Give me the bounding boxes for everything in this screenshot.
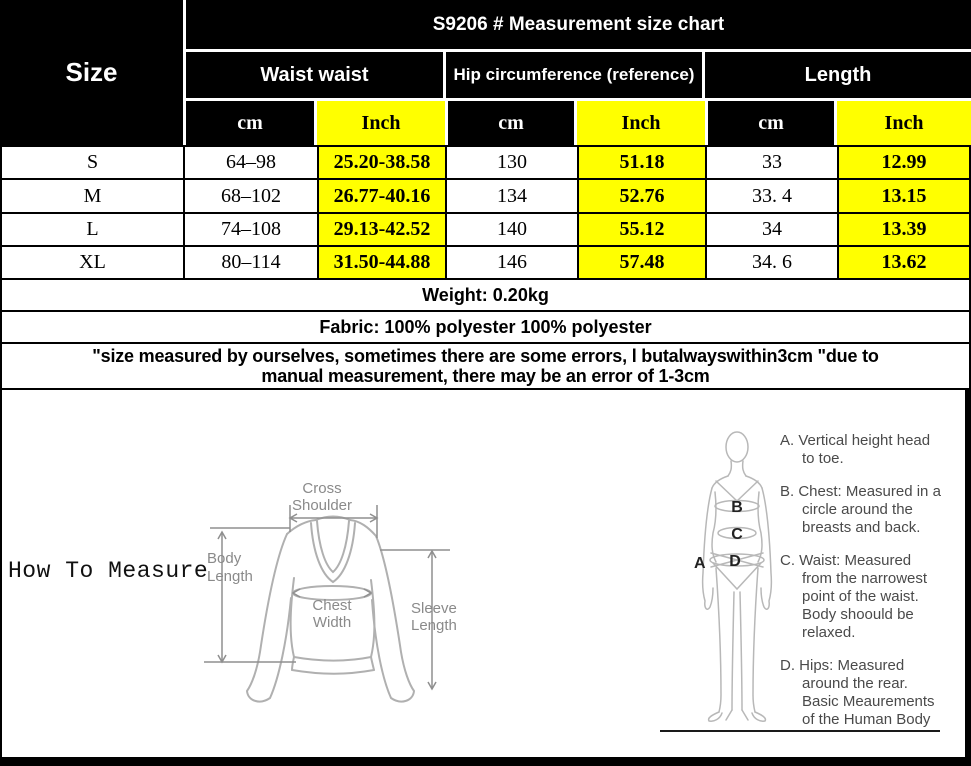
size-column-header: Size <box>0 0 183 145</box>
how-to-measure-section <box>0 390 971 757</box>
unit-header-length-inch: Inch <box>837 101 971 145</box>
weight-row: Weight: 0.20kg <box>2 280 969 310</box>
garment-diagram <box>190 420 475 720</box>
instruction-hips <box>780 657 952 729</box>
length-inch-value: 12.99 <box>839 147 969 178</box>
instruction-line: around the rear. <box>802 675 908 692</box>
hip-cm-value: 134 <box>447 180 577 212</box>
body-figure-diagram <box>660 410 790 740</box>
instruction-line: point of the waist. <box>802 588 919 605</box>
size-table-body <box>0 145 971 390</box>
size-value: L <box>2 214 183 245</box>
cross-shoulder-label: Shoulder <box>291 497 353 514</box>
body-length-label: Body <box>207 550 242 567</box>
disclaimer-line-1: "size measured by ourselves, sometimes there are some errors, l butalwayswithin3cm "due to <box>92 346 879 366</box>
waist-inch-value: 26.77-40.16 <box>319 180 445 212</box>
unit-header-hip-inch: Inch <box>577 101 705 145</box>
unit-header-length-cm: cm <box>708 101 834 145</box>
how-to-measure-heading: How To Measure <box>8 558 209 584</box>
right-border <box>965 390 971 757</box>
hip-inch-value: 57.48 <box>579 247 705 278</box>
fabric-row: Fabric: 100% polyester 100% polyester <box>2 312 969 342</box>
hip-cm-value: 140 <box>447 214 577 245</box>
instruction-line: of the Human Body <box>802 711 931 728</box>
instruction-line: circle around the <box>802 501 913 518</box>
unit-header-waist-cm: cm <box>186 101 314 145</box>
instruction-waist <box>780 552 952 642</box>
length-cm-value: 34. 6 <box>707 247 837 278</box>
size-value: M <box>2 180 183 212</box>
waist-inch-value: 31.50-44.88 <box>319 247 445 278</box>
instruction-line: from the narrowest <box>802 570 928 587</box>
size-value: XL <box>2 247 183 278</box>
length-inch-value: 13.15 <box>839 180 969 212</box>
instruction-height <box>780 432 952 468</box>
disclaimer-row <box>2 344 969 388</box>
measuring-instructions <box>780 432 952 744</box>
instruction-line: C. Waist: Measured <box>780 552 912 569</box>
bottom-border <box>0 757 971 766</box>
instruction-line: to toe. <box>802 450 844 467</box>
column-header-hip: Hip circumference (reference) <box>446 52 702 98</box>
hip-cm-value: 130 <box>447 147 577 178</box>
waist-inch-value: 29.13-42.52 <box>319 214 445 245</box>
hip-inch-value: 52.76 <box>579 180 705 212</box>
hips-marker-label: D <box>729 553 741 570</box>
chest-width-label: Chest <box>312 597 352 614</box>
instructions-underline <box>660 730 940 732</box>
instruction-line: A. Vertical height head <box>780 432 931 449</box>
height-marker-label: A <box>694 555 706 572</box>
instruction-chest <box>780 483 952 537</box>
body-length-label: Length <box>207 568 253 585</box>
length-cm-value: 33 <box>707 147 837 178</box>
sleeve-length-label: Sleeve <box>411 600 457 617</box>
chart-title: S9206 # Measurement size chart <box>186 0 971 49</box>
instruction-line: Basic Meaurements <box>802 693 935 710</box>
waist-inch-value: 25.20-38.58 <box>319 147 445 178</box>
hip-inch-value: 51.18 <box>579 147 705 178</box>
chest-marker-label: B <box>731 499 743 516</box>
hip-inch-value: 55.12 <box>579 214 705 245</box>
size-value: S <box>2 147 183 178</box>
instruction-line: breasts and back. <box>802 519 921 536</box>
unit-header-hip-cm: cm <box>448 101 574 145</box>
waist-marker-label: C <box>731 526 743 543</box>
waist-cm-value: 80–114 <box>185 247 317 278</box>
length-inch-value: 13.62 <box>839 247 969 278</box>
column-header-waist: Waist waist <box>186 52 443 98</box>
instruction-line: B. Chest: Measured in a <box>780 483 941 500</box>
length-cm-value: 34 <box>707 214 837 245</box>
cross-shoulder-label: Cross <box>302 480 342 497</box>
waist-cm-value: 68–102 <box>185 180 317 212</box>
length-cm-value: 33. 4 <box>707 180 837 212</box>
length-inch-value: 13.39 <box>839 214 969 245</box>
hip-cm-value: 146 <box>447 247 577 278</box>
sleeve-length-label: Length <box>411 617 457 634</box>
chest-width-label: Width <box>312 614 352 631</box>
disclaimer-line-2: manual measurement, there may be an error of 1-3cm <box>261 366 710 386</box>
column-header-length: Length <box>705 52 971 98</box>
unit-header-waist-inch: Inch <box>317 101 445 145</box>
left-border <box>0 390 2 757</box>
waist-cm-value: 74–108 <box>185 214 317 245</box>
instruction-line: D. Hips: Measured <box>780 657 905 674</box>
instruction-line: relaxed. <box>802 624 856 641</box>
instruction-line: Body shoould be <box>802 606 914 623</box>
waist-cm-value: 64–98 <box>185 147 317 178</box>
